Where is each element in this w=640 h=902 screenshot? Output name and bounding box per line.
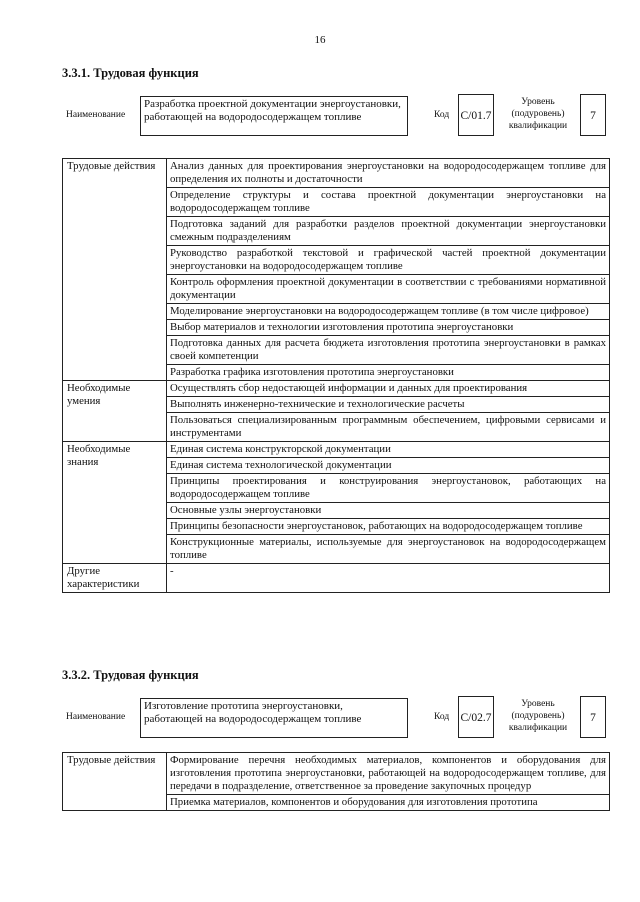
category-cell: Трудовые действия: [63, 753, 167, 811]
item-cell: Основные узлы энергоустановки: [167, 503, 610, 519]
code-label: Код: [434, 110, 450, 120]
item-cell: Конструкционные материалы, используемые для энергоустановок на водородосодержащем топливе: [167, 535, 610, 564]
function-header-3-3-1: [62, 94, 610, 142]
item-cell: Разработка графика изготовления прототипа энергоустановки: [167, 365, 610, 381]
item-cell: Приемка материалов, компонентов и оборудования для изготовления прототипа: [167, 795, 610, 811]
table-row: [63, 442, 610, 458]
item-cell: Контроль оформления проектной документации в соответствии с требованиями нормативной документации: [167, 275, 610, 304]
item-cell: Подготовка данных для расчета бюджета изготовления прототипа энергоустановки в рамках своей компетенции: [167, 336, 610, 365]
item-cell: Единая система конструкторской документации: [167, 442, 610, 458]
table-row: [63, 381, 610, 397]
item-cell: Определение структуры и состава проектной документации энергоустановки на водородосодержащем топливе: [167, 188, 610, 217]
item-cell: Единая система технологической документации: [167, 458, 610, 474]
item-cell: -: [167, 564, 610, 593]
table-row: [63, 753, 610, 795]
table-row: [63, 159, 610, 188]
table-row: [63, 564, 610, 593]
section-title-3-3-2: 3.3.2. Трудовая функция: [62, 668, 199, 682]
function-table-3-3-2: [62, 752, 610, 811]
function-code: C/02.7: [458, 696, 494, 738]
item-cell: Осуществлять сбор недостающей информации и данных для проектирования: [167, 381, 610, 397]
function-table-3-3-1: [62, 158, 610, 593]
name-label: Наименование: [66, 712, 126, 722]
level-label: Уровень (подуровень) квалификации: [508, 699, 568, 733]
function-header-3-3-2: [62, 696, 610, 744]
name-label: Наименование: [66, 110, 126, 120]
item-cell: Принципы проектирования и конструирования энергоустановок, работающих на водородосодержащем топливе: [167, 474, 610, 503]
function-name: Изготовление прототипа энергоустановки, работающей на водородосодержащем топливе: [140, 698, 408, 738]
function-code: C/01.7: [458, 94, 494, 136]
item-cell: Руководство разработкой текстовой и графической частей проектной документации энергоустановки на водородосодержащем топливе: [167, 246, 610, 275]
level-label: Уровень (подуровень) квалификации: [508, 97, 568, 131]
category-cell: Необходимые знания: [63, 442, 167, 564]
category-cell: Трудовые действия: [63, 159, 167, 381]
page-number: 16: [314, 34, 326, 46]
category-cell: Необходимые умения: [63, 381, 167, 442]
item-cell: Выполнять инженерно-технические и технологические расчеты: [167, 397, 610, 413]
category-cell: Другие характеристики: [63, 564, 167, 593]
code-label: Код: [434, 712, 450, 722]
item-cell: Подготовка заданий для разработки разделов проектной документации энергоустановки смежным подразделениям: [167, 217, 610, 246]
item-cell: Выбор материалов и технологии изготовления прототипа энергоустановки: [167, 320, 610, 336]
item-cell: Принципы безопасности энергоустановок, работающих на водородосодержащем топливе: [167, 519, 610, 535]
function-level: 7: [580, 94, 606, 136]
item-cell: Моделирование энергоустановки на водородосодержащем топливе (в том числе цифровое): [167, 304, 610, 320]
item-cell: Формирование перечня необходимых материалов, компонентов и оборудования для изготовления прототипа энергоустановки, работающей на водородосодержащем топливе, для передачи в подразделение, ответственное за проведение закупочных процедур: [167, 753, 610, 795]
section-title-3-3-1: 3.3.1. Трудовая функция: [62, 66, 199, 80]
function-name: Разработка проектной документации энергоустановки, работающей на водородосодержащем топливе: [140, 96, 408, 136]
item-cell: Анализ данных для проектирования энергоустановки на водородосодержащем топливе для определения их полноты и достаточности: [167, 159, 610, 188]
item-cell: Пользоваться специализированным программным обеспечением, цифровыми сервисами и инструментами: [167, 413, 610, 442]
function-level: 7: [580, 696, 606, 738]
